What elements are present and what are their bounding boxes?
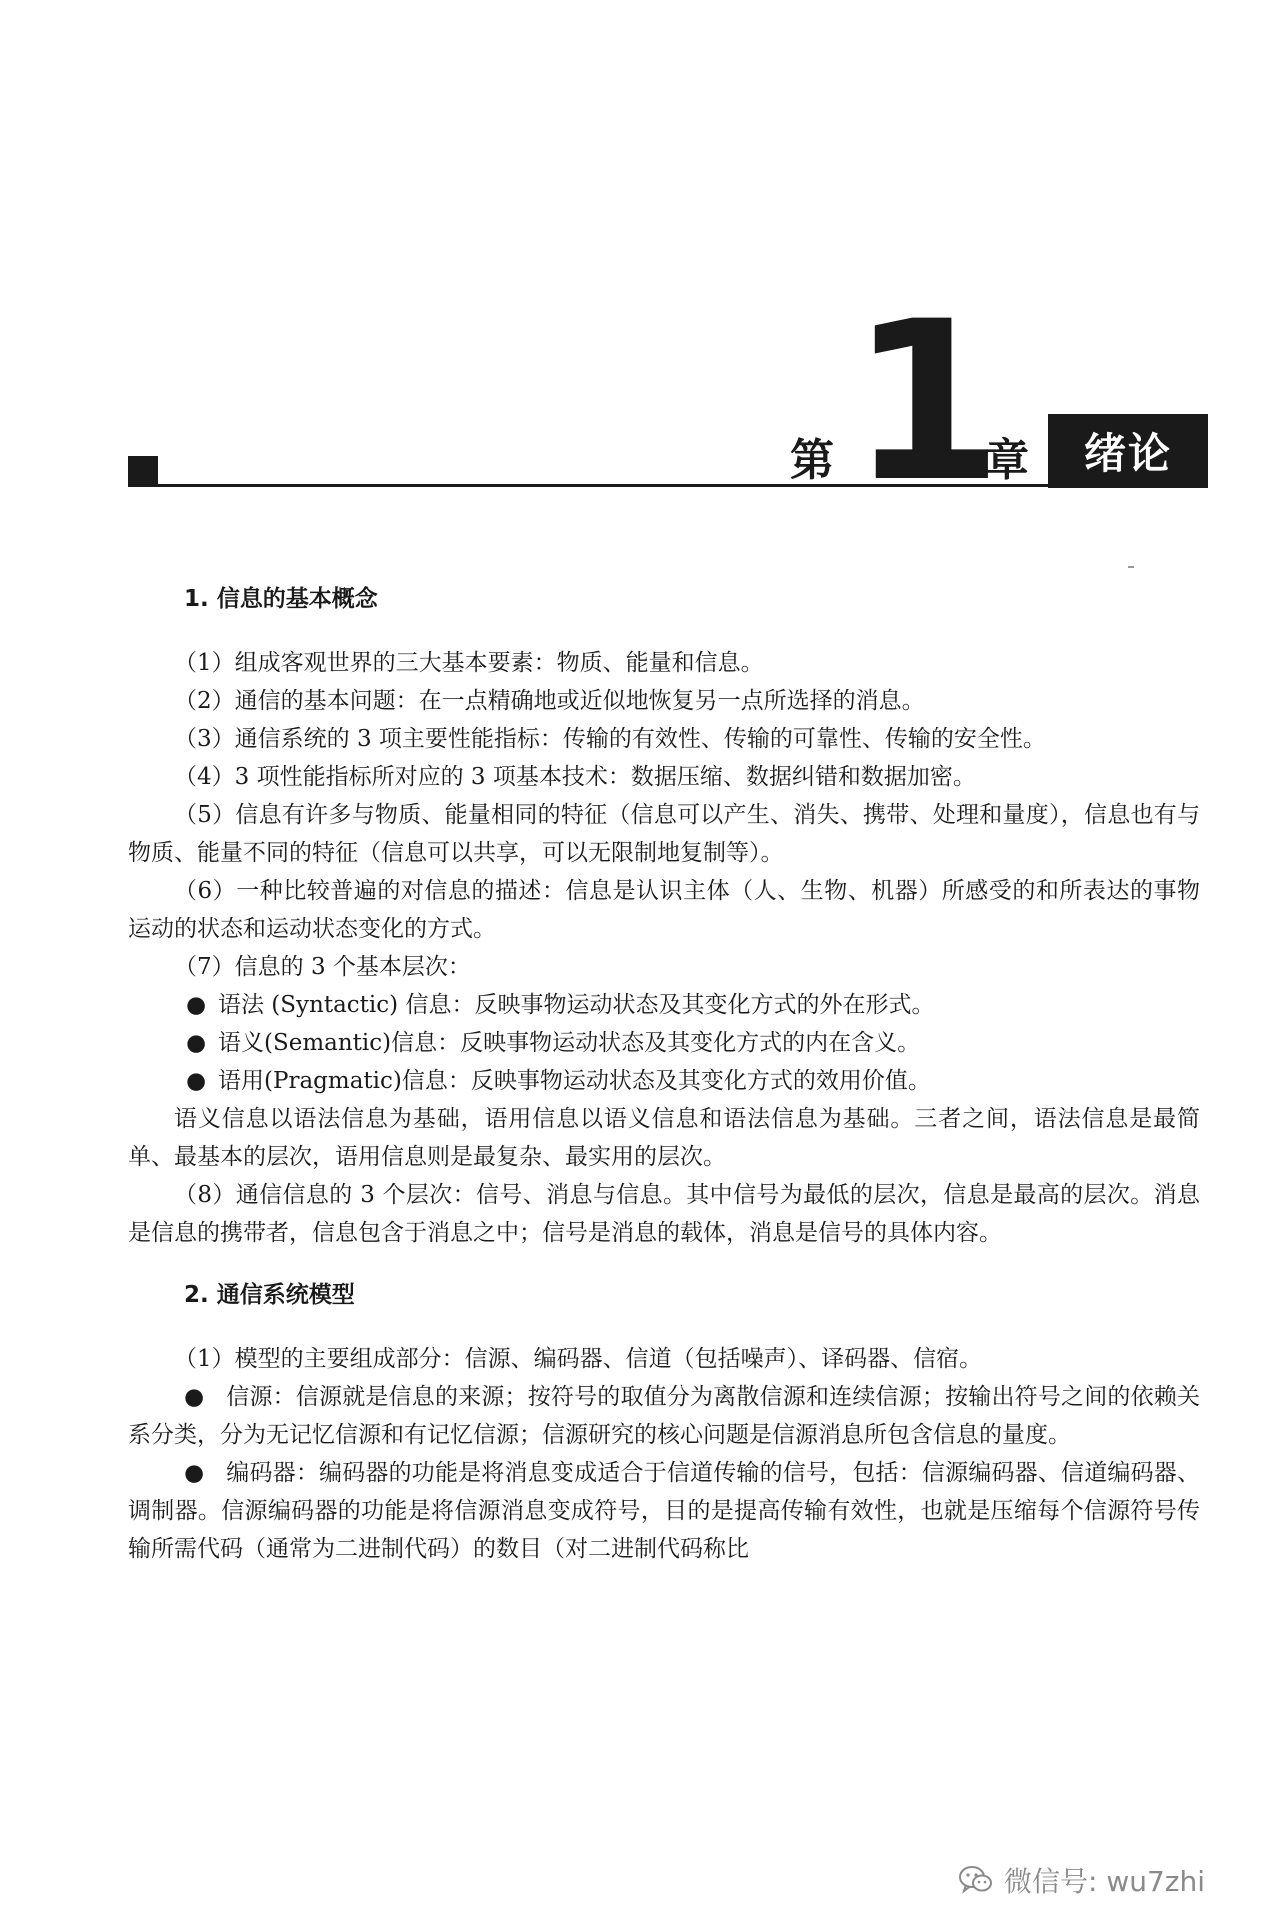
bullet-item [128,1024,1200,1062]
document-body [128,580,1200,1568]
bullet-item [128,1062,1200,1100]
bullet-paragraph [128,1454,1200,1568]
paragraph: （1）模型的主要组成部分：信源、编码器、信道（包括噪声）、译码器、信宿。 [174,1346,983,1372]
bullet-text: 信源：信源就是信息的来源；按符号的取值分为离散信源和连续信源；按输出符号之间的依赖关系分类，分为无记忆信源和有记忆信源；信源研究的核心问题是信源消息所包含信息的量度。 [128,1384,1200,1448]
bullet-text: 语义(Semantic)信息：反映事物运动状态及其变化方式的内在含义。 [218,1030,921,1056]
paragraph: （8）通信信息的 3 个层次：信号、消息与信息。其中信号为最低的层次，信息是最高的层次。消息是信息的携带者，信息包含于消息之中；信号是消息的载体，消息是信号的具体内容。 [128,1182,1200,1246]
section-heading: 1. 信息的基本概念 [184,586,378,612]
chapter-header [0,0,1280,530]
wechat-icon [958,1864,994,1896]
chapter-title: 绪论 [1048,414,1208,488]
chapter-suffix: 章 [985,435,1029,486]
paragraph: （3）通信系统的 3 项主要性能指标：传输的有效性、传输的可靠性、传输的安全性。 [174,726,1046,752]
watermark [958,1860,1205,1900]
header-rule [128,484,1208,487]
paragraph: （4）3 项性能指标所对应的 3 项基本技术：数据压缩、数据纠错和数据加密。 [174,764,976,790]
bullet-icon: ● [184,1384,205,1410]
bullet-item [128,986,1200,1024]
paragraph: （5）信息有许多与物质、能量相同的特征（信息可以产生、消失、携带、处理和量度），信息也有与物质、能量不同的特征（信息可以共享，可以无限制地复制等）。 [128,802,1200,866]
chapter-prefix: 第 [790,435,834,486]
header-marker-square [128,456,158,486]
scan-speck [1128,566,1134,568]
bullet-icon: ● [186,1068,207,1094]
paragraph: （7）信息的 3 个基本层次： [174,954,471,980]
bullet-text: 编码器：编码器的功能是将消息变成适合于信道传输的信号，包括：信源编码器、信道编码器、调制器。信源编码器的功能是将信源消息变成符号，目的是提高传输有效性，也就是压缩每个信源符号传输所需代码（通常为二进制代码）的数目（对二进制代码称比 [128,1460,1200,1562]
paragraph: 语义信息以语法信息为基础，语用信息以语义信息和语法信息为基础。三者之间，语法信息是最简单、最基本的层次，语用信息则是最复杂、最实用的层次。 [128,1106,1200,1170]
watermark-text: 微信号: wu7zhi [1004,1865,1206,1898]
paragraph: （1）组成客观世界的三大基本要素：物质、能量和信息。 [174,650,764,676]
bullet-icon: ● [186,992,207,1018]
paragraph: （6）一种比较普遍的对信息的描述：信息是认识主体（人、生物、机器）所感受的和所表达的事物运动的状态和运动状态变化的方式。 [128,878,1200,942]
section-heading: 2. 通信系统模型 [184,1282,355,1308]
chapter-number: 1 [850,274,998,530]
bullet-text: 语用(Pragmatic)信息：反映事物运动状态及其变化方式的效用价值。 [218,1068,931,1094]
paragraph: （2）通信的基本问题：在一点精确地或近似地恢复另一点所选择的消息。 [174,688,925,714]
bullet-text: 语法 (Syntactic) 信息：反映事物运动状态及其变化方式的外在形式。 [218,992,935,1018]
bullet-paragraph [128,1378,1200,1454]
bullet-icon: ● [186,1030,207,1056]
bullet-icon: ● [184,1460,205,1486]
